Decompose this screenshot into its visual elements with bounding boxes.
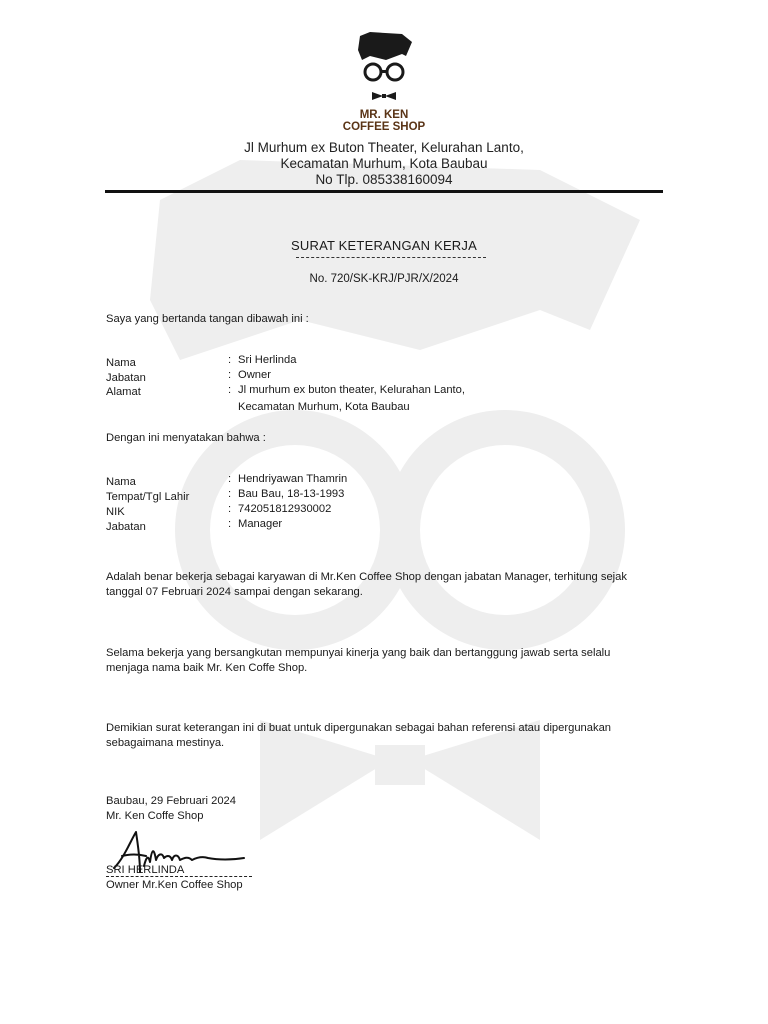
paragraph3-line2: sebagaimana mestinya.	[106, 737, 225, 749]
employee-name-label: Nama	[106, 476, 136, 488]
signer-name-signature: SRI HERLINDA	[106, 864, 185, 876]
signer-address-value: Jl murhum ex buton theater, Kelurahan Lanto,	[238, 384, 465, 396]
paragraph2-line2: menjaga nama baik Mr. Ken Coffe Shop.	[106, 662, 308, 674]
signer-address-colon: :	[228, 384, 232, 396]
letter-number: No. 720/SK-KRJ/PJR/X/2024	[309, 273, 459, 285]
employee-birth-label: Tempat/Tgl Lahir	[106, 491, 190, 503]
employee-nik-value: 742051812930002	[238, 503, 332, 515]
employee-name-colon: :	[228, 473, 232, 485]
employee-birth-colon: :	[228, 488, 232, 500]
signer-address-label: Alamat	[106, 386, 141, 398]
brand-name-line2: COFFEE SHOP	[342, 121, 426, 133]
signer-address-line2: Kecamatan Murhum, Kota Baubau	[238, 401, 410, 413]
intro-text: Saya yang bertanda tangan dibawah ini :	[106, 313, 309, 325]
watermark-logo-icon	[120, 160, 680, 860]
address-line2: Kecamatan Murhum, Kota Baubau	[280, 156, 488, 171]
brand-name-line1: MR. KEN	[359, 109, 409, 121]
employee-nik-label: NIK	[106, 506, 125, 518]
company-name: Mr. Ken Coffe Shop	[106, 810, 204, 822]
letter-title: SURAT KETERANGAN KERJA	[291, 238, 477, 253]
signer-title-signature: Owner Mr.Ken Coffee Shop	[106, 879, 243, 891]
signer-name-label: Nama	[106, 357, 136, 369]
paragraph3-line1: Demikian surat keterangan ini di buat untuk dipergunakan sebagai bahan referensi atau dipergunakan	[106, 722, 612, 734]
signer-position-value: Owner	[238, 369, 271, 381]
employee-nik-colon: :	[228, 503, 232, 515]
employee-position-label: Jabatan	[106, 521, 146, 533]
employee-position-value: Manager	[238, 518, 283, 530]
paragraph1-line1: Adalah benar bekerja sebagai karyawan di Mr.Ken Coffee Shop dengan jabatan Manager, terhitung sejak	[106, 571, 627, 583]
signer-position-label: Jabatan	[106, 372, 146, 384]
title-underline	[296, 257, 486, 258]
header-divider	[105, 190, 663, 193]
employee-position-colon: :	[228, 518, 232, 530]
signer-name-value: Sri Herlinda	[238, 354, 297, 366]
signer-position-colon: :	[228, 369, 232, 381]
statement-intro: Dengan ini menyatakan bahwa :	[106, 432, 266, 444]
phone-number: No Tlp. 085338160094	[315, 172, 453, 187]
employee-birth-value: Bau Bau, 18-13-1993	[238, 488, 345, 500]
paragraph1-line2: tanggal 07 Februari 2024 sampai dengan sekarang.	[106, 586, 363, 598]
address-line1: Jl Murhum ex Buton Theater, Kelurahan Lanto,	[244, 140, 524, 155]
signer-name-colon: :	[228, 354, 232, 366]
employee-name-value: Hendriyawan Thamrin	[238, 473, 348, 485]
place-date: Baubau, 29 Februari 2024	[106, 795, 236, 807]
paragraph2-line1: Selama bekerja yang bersangkutan mempunyai kinerja yang baik dan bertanggung jawab serta selalu	[106, 647, 611, 659]
mustache-glasses-bowtie-logo-icon	[352, 32, 416, 104]
